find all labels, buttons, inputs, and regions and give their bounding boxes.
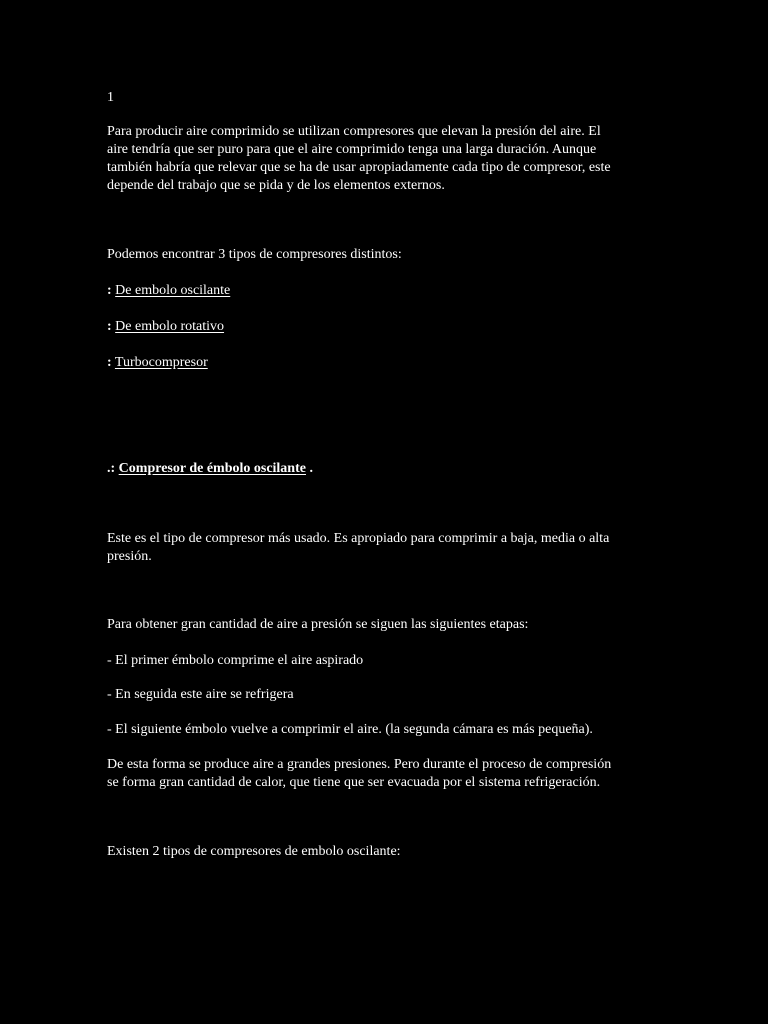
type-link-rotary[interactable]: De embolo rotativo [115,319,225,334]
section-suffix: . [309,461,313,476]
section-title-link[interactable]: Compresor de émbolo oscilante [118,461,306,476]
types-intro: Podemos encontrar 3 tipos de compresores distintos: [107,247,402,262]
page-number: 1 [107,90,114,105]
closing-line: Existen 2 tipos de compresores de embolo oscilante: [107,844,401,859]
type-link-turbo[interactable]: Turbocompresor [114,355,208,370]
result-line: se forma gran cantidad de calor, que tiene que ser evacuada por el sistema refrigeración. [107,775,601,790]
bullet-marker: : [107,319,112,334]
usage-line: presión. [107,549,152,564]
intro-line: también habría que relevar que se ha de usar apropiadamente cada tipo de compresor, este [107,160,611,175]
intro-line: Para producir aire comprimido se utilizan compresores que elevan la presión del aire. El [107,124,601,139]
type-link-oscillating[interactable]: De embolo oscilante [115,283,231,298]
result-line: De esta forma se produce aire a grandes presiones. Pero durante el proceso de compresión [107,757,612,772]
stage-item: - El siguiente émbolo vuelve a comprimir el aire. (la segunda cámara es más pequeña). [107,722,593,737]
intro-line: depende del trabajo que se pida y de los elementos externos. [107,178,445,193]
type-item-turbo [107,354,208,372]
section-prefix: .: [107,461,116,476]
stage-item: - En seguida este aire se refrigera [107,687,294,702]
type-item-rotary [107,318,224,336]
usage-line: Este es el tipo de compresor más usado. Es apropiado para comprimir a baja, media o alta [107,531,610,546]
bullet-marker: : [107,283,112,298]
section-heading [107,460,313,478]
bullet-marker: : [107,355,112,370]
type-item-oscillating [107,282,230,300]
stages-intro: Para obtener gran cantidad de aire a presión se siguen las siguientes etapas: [107,617,529,632]
intro-line: aire tendría que ser puro para que el aire comprimido tenga una larga duración. Aunque [107,142,597,157]
stage-item: - El primer émbolo comprime el aire aspirado [107,653,364,668]
